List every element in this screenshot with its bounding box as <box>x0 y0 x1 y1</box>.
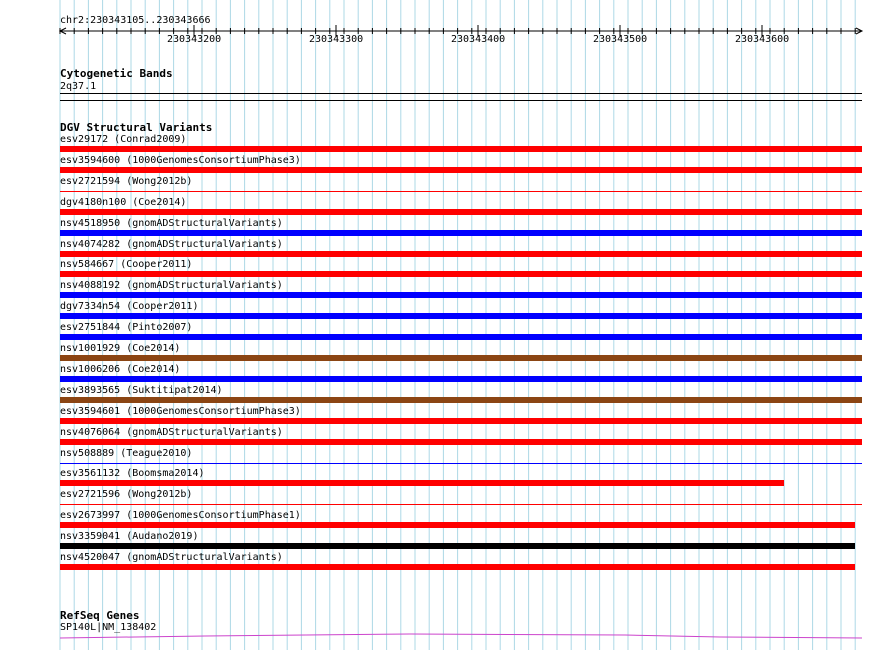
sv-label[interactable]: esv2673997 (1000GenomesConsortiumPhase1) <box>60 510 301 522</box>
refseq-track-title: RefSeq Genes <box>60 609 140 622</box>
ruler-tick-label: 230343200 <box>167 34 222 45</box>
sv-bar[interactable] <box>60 251 862 257</box>
sv-label[interactable]: dgv4180n100 (Coe2014) <box>60 196 187 208</box>
sv-label[interactable]: nsv1006206 (Coe2014) <box>60 363 181 375</box>
gene-line-path[interactable] <box>60 634 862 638</box>
sv-bar[interactable] <box>60 230 862 236</box>
cytoband-line <box>60 93 862 94</box>
sv-label[interactable]: esv2721594 (Wong2012b) <box>60 175 193 187</box>
sv-label[interactable]: nsv584667 (Cooper2011) <box>60 259 193 271</box>
ruler-tick-label: 230343600 <box>735 34 790 45</box>
sv-label[interactable]: nsv4520047 (gnomADStructuralVariants) <box>60 552 283 563</box>
sv-bar[interactable] <box>60 292 862 298</box>
sv-bar[interactable] <box>60 439 862 445</box>
sv-label[interactable]: dgv7334n54 (Cooper2011) <box>60 301 199 313</box>
sv-label[interactable]: nsv3359041 (Audano2019) <box>60 531 199 543</box>
sv-label[interactable]: nsv508889 (Teague2010) <box>60 447 193 459</box>
sv-label[interactable]: nsv4074282 (gnomADStructuralVariants) <box>60 238 283 250</box>
sv-bar[interactable] <box>60 313 862 319</box>
sv-label[interactable]: esv3561132 (Boomsma2014) <box>60 468 205 480</box>
sv-bar[interactable] <box>60 397 862 403</box>
sv-label[interactable]: nsv1001929 (Coe2014) <box>60 343 181 354</box>
dgv-track-title: DGV Structural Variants <box>60 121 213 134</box>
sv-label[interactable]: esv3594601 (1000GenomesConsortiumPhase3) <box>60 405 301 417</box>
sv-bar[interactable] <box>60 167 862 173</box>
sv-label[interactable]: esv2751844 (Pinto2007) <box>60 322 193 334</box>
sv-label[interactable]: nsv4088192 (gnomADStructuralVariants) <box>60 280 283 292</box>
sv-label[interactable]: esv29172 (Conrad2009) <box>60 134 187 145</box>
locus-label: chr2:230343105..230343666 <box>60 15 211 26</box>
sv-bar[interactable] <box>60 480 784 486</box>
sv-label[interactable]: esv3594600 (1000GenomesConsortiumPhase3) <box>60 154 301 166</box>
sv-bar[interactable] <box>60 191 862 192</box>
sv-bar[interactable] <box>60 376 862 382</box>
refseq-gene-feature[interactable] <box>0 625 890 645</box>
sv-label[interactable]: nsv4076064 (gnomADStructuralVariants) <box>60 426 283 438</box>
sv-label[interactable]: nsv4518950 (gnomADStructuralVariants) <box>60 217 283 229</box>
track-divider <box>60 100 862 101</box>
sv-bar[interactable] <box>60 146 862 152</box>
sv-bar[interactable] <box>60 522 855 528</box>
sv-bar[interactable] <box>60 209 862 215</box>
sv-bar[interactable] <box>60 271 862 277</box>
sv-bar[interactable] <box>60 418 862 424</box>
cytoband-track-title: Cytogenetic Bands <box>60 67 173 80</box>
sv-bar[interactable] <box>60 334 862 340</box>
ruler-tick-label: 230343300 <box>309 34 364 45</box>
ruler-tick-label: 230343500 <box>593 34 648 45</box>
sv-label[interactable]: esv3893565 (Suktitipat2014) <box>60 384 223 396</box>
sv-bar[interactable] <box>60 543 855 549</box>
sv-label[interactable]: esv2721596 (Wong2012b) <box>60 489 193 501</box>
coordinate-ruler <box>0 0 890 60</box>
sv-bar[interactable] <box>60 564 855 570</box>
cytoband-label[interactable]: 2q37.1 <box>60 81 97 92</box>
ruler-tick-label: 230343400 <box>451 34 506 45</box>
sv-bar[interactable] <box>60 463 862 464</box>
sv-bar[interactable] <box>60 355 862 361</box>
sv-bar[interactable] <box>60 504 862 505</box>
refseq-gene-label[interactable]: SP140L|NM_138402 <box>60 622 157 633</box>
